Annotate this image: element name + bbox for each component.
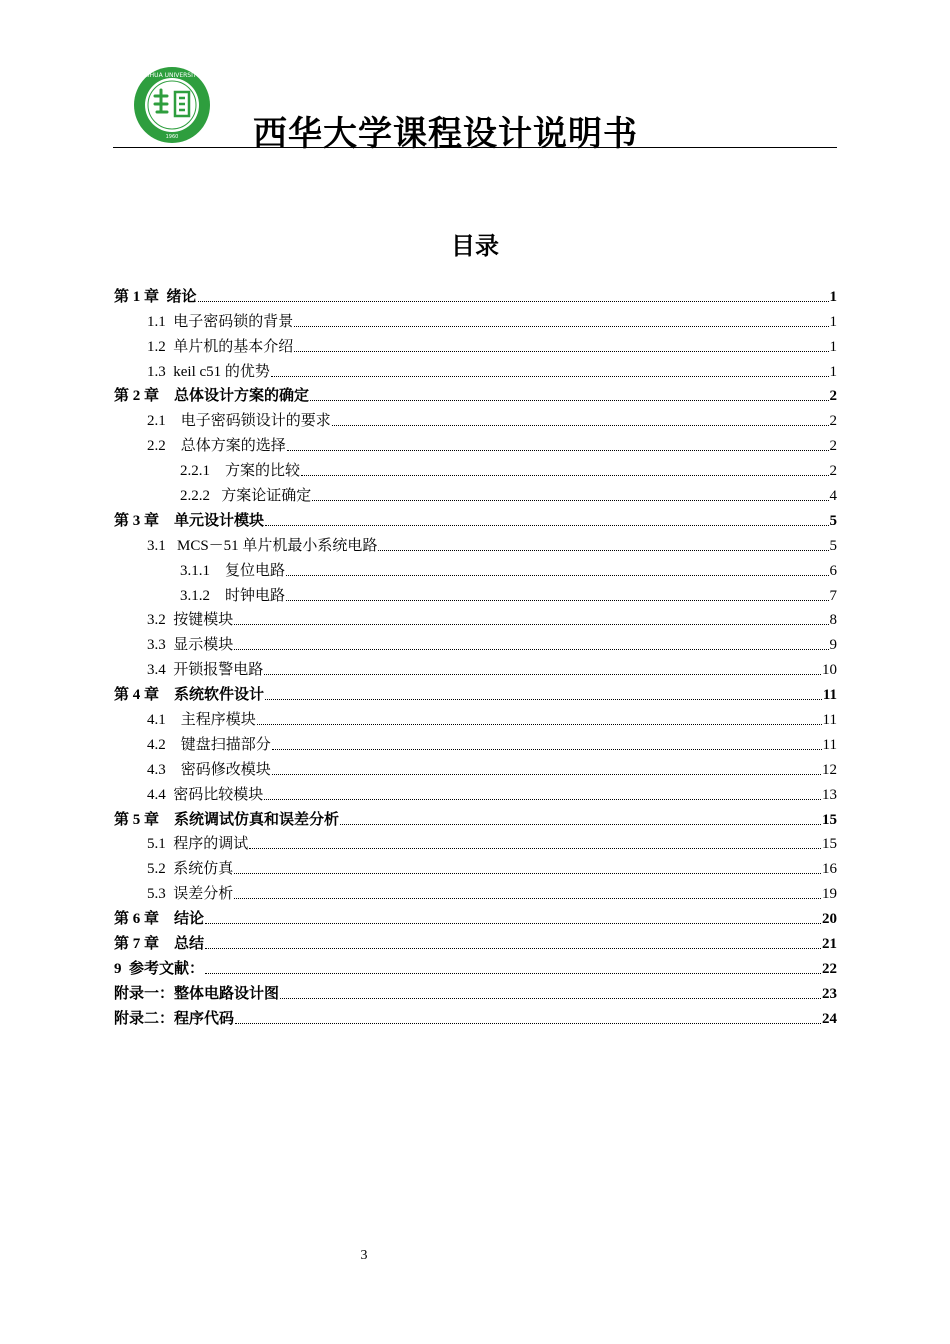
toc-entry-page: 16: [822, 861, 837, 878]
toc-dot-leader: [294, 351, 828, 352]
toc-entry-label: 2.2 总体方案的选择: [147, 438, 286, 455]
toc-entry-label: 4.3 密码修改模块: [147, 761, 271, 778]
toc-entry[interactable]: [114, 928, 837, 953]
toc-entry-page: 9: [829, 637, 837, 654]
toc-entry[interactable]: [114, 455, 837, 480]
toc-entry-label: 4.4 密码比较模块: [147, 786, 264, 803]
toc-entry-page: 15: [822, 811, 837, 828]
svg-text:XIHUA UNIVERSITY: XIHUA UNIVERSITY: [143, 72, 201, 79]
toc-dot-leader: [205, 973, 821, 974]
toc-entry-label: 5.3 误差分析: [147, 886, 234, 903]
toc-entry-label: 第 7 章 总结: [114, 936, 205, 953]
toc-entry-label: 4.1 主程序模块: [147, 712, 256, 729]
toc-entry-label: 9 参考文献：: [114, 960, 205, 977]
toc-entry-label: 附录二：程序代码: [114, 1010, 235, 1027]
toc-dot-leader: [264, 674, 821, 675]
toc-dot-leader: [271, 376, 829, 377]
toc-entry-label: 附录一：整体电路设计图: [114, 985, 280, 1002]
toc-entry-page: 15: [822, 836, 837, 853]
toc-entry-label: 1.1 电子密码锁的背景: [147, 313, 294, 330]
toc-dot-leader: [265, 699, 822, 700]
table-of-contents: [114, 281, 837, 1028]
toc-entry-label: 3.1.1 复位电路: [180, 562, 286, 579]
toc-entry-label: 第 5 章 系统调试仿真和误差分析: [114, 811, 340, 828]
page-header: [113, 62, 837, 154]
toc-entry[interactable]: [114, 729, 837, 754]
toc-entry-page: 4: [829, 488, 837, 505]
toc-entry[interactable]: [114, 903, 837, 928]
toc-heading: 目录: [451, 232, 499, 260]
toc-entry[interactable]: [114, 430, 837, 455]
toc-entry-page: 1: [829, 363, 837, 380]
toc-entry-page: 1: [829, 338, 837, 355]
toc-entry-page: 24: [822, 1010, 837, 1027]
toc-dot-leader: [378, 550, 828, 551]
toc-entry[interactable]: [114, 953, 837, 978]
toc-dot-leader: [257, 724, 822, 725]
toc-entry[interactable]: [114, 381, 837, 406]
toc-entry[interactable]: [114, 878, 837, 903]
svg-text:1960: 1960: [165, 134, 179, 140]
toc-entry-label: 第 3 章 单元设计模块: [114, 512, 265, 529]
toc-entry-label: 3.2 按键模块: [147, 612, 234, 629]
toc-entry[interactable]: [114, 580, 837, 605]
toc-entry[interactable]: [114, 754, 837, 779]
toc-entry[interactable]: [114, 331, 837, 356]
toc-entry[interactable]: [114, 1003, 837, 1028]
document-header-title: 西华大学课程设计说明书: [253, 114, 638, 154]
toc-entry-page: 11: [822, 712, 837, 729]
toc-entry-page: 2: [829, 413, 837, 430]
toc-entry-label: 第 6 章 结论: [114, 911, 205, 928]
toc-dot-leader: [310, 400, 828, 401]
toc-entry[interactable]: [114, 356, 837, 381]
toc-entry[interactable]: [114, 605, 837, 630]
toc-dot-leader: [272, 749, 822, 750]
toc-dot-leader: [205, 948, 821, 949]
toc-entry-page: 6: [829, 562, 837, 579]
toc-dot-leader: [234, 873, 821, 874]
toc-entry[interactable]: [114, 679, 837, 704]
toc-entry[interactable]: [114, 978, 837, 1003]
toc-entry-label: 第 2 章 总体设计方案的确定: [114, 388, 310, 405]
toc-entry-page: 21: [822, 936, 837, 953]
toc-dot-leader: [249, 848, 821, 849]
toc-dot-leader: [332, 425, 829, 426]
toc-entry-label: 3.4 开锁报警电路: [147, 662, 264, 679]
university-logo: [133, 66, 211, 144]
toc-entry[interactable]: [114, 555, 837, 580]
toc-entry-page: 2: [829, 388, 837, 405]
toc-dot-leader: [265, 525, 828, 526]
toc-entry-label: 第 1 章 绪论: [114, 288, 197, 305]
toc-entry[interactable]: [114, 779, 837, 804]
toc-entry-page: 8: [829, 612, 837, 629]
toc-entry-page: 5: [829, 512, 837, 529]
toc-entry-page: 20: [822, 911, 837, 928]
toc-entry-label: 4.2 键盘扫描部分: [147, 736, 271, 753]
toc-entry-page: 13: [822, 786, 837, 803]
toc-entry[interactable]: [114, 829, 837, 854]
toc-entry-page: 22: [822, 960, 837, 977]
toc-dot-leader: [280, 998, 821, 999]
page-number: 3: [360, 1248, 368, 1263]
toc-entry-page: 19: [822, 886, 837, 903]
toc-dot-leader: [234, 898, 821, 899]
toc-dot-leader: [272, 774, 821, 775]
toc-entry[interactable]: [114, 530, 837, 555]
toc-entry-page: 12: [822, 761, 837, 778]
toc-entry-page: 2: [829, 463, 837, 480]
toc-dot-leader: [301, 475, 828, 476]
toc-entry-page: 2: [829, 438, 837, 455]
toc-dot-leader: [287, 450, 829, 451]
toc-entry[interactable]: [114, 804, 837, 829]
toc-entry-label: 1.2 单片机的基本介绍: [147, 338, 294, 355]
toc-dot-leader: [340, 824, 821, 825]
toc-entry[interactable]: [114, 505, 837, 530]
toc-entry[interactable]: [114, 853, 837, 878]
toc-entry-label: 5.1 程序的调试: [147, 836, 249, 853]
toc-entry-page: 1: [829, 313, 837, 330]
toc-entry[interactable]: [114, 654, 837, 679]
toc-entry-label: 第 4 章 系统软件设计: [114, 687, 265, 704]
toc-entry-page: 1: [829, 288, 837, 305]
toc-dot-leader: [205, 923, 821, 924]
toc-entry[interactable]: [114, 629, 837, 654]
toc-entry[interactable]: [114, 704, 837, 729]
toc-entry[interactable]: [114, 306, 837, 331]
toc-dot-leader: [234, 624, 828, 625]
toc-dot-leader: [286, 575, 828, 576]
toc-dot-leader: [234, 649, 828, 650]
toc-entry-label: 3.1 MCS－51 单片机最小系统电路: [147, 537, 378, 554]
toc-entry-page: 11: [822, 736, 837, 753]
toc-entry[interactable]: [114, 480, 837, 505]
toc-entry-page: 10: [822, 662, 837, 679]
toc-entry-page: 7: [829, 587, 837, 604]
toc-entry-label: 3.3 显示模块: [147, 637, 234, 654]
toc-dot-leader: [286, 600, 828, 601]
toc-dot-leader: [198, 301, 829, 302]
toc-dot-leader: [264, 799, 821, 800]
toc-entry-page: 5: [829, 537, 837, 554]
toc-dot-leader: [312, 500, 828, 501]
toc-dot-leader: [294, 326, 828, 327]
toc-dot-leader: [235, 1023, 821, 1024]
toc-entry[interactable]: [114, 281, 837, 306]
toc-entry-label: 2.2.2 方案论证确定: [180, 488, 312, 505]
toc-entry-label: 3.1.2 时钟电路: [180, 587, 286, 604]
toc-entry-label: 5.2 系统仿真: [147, 861, 234, 878]
toc-entry-label: 2.2.1 方案的比较: [180, 463, 301, 480]
toc-entry-label: 1.3 keil c51 的优势: [147, 363, 270, 380]
header-divider: [113, 147, 837, 148]
toc-entry-page: 11: [822, 687, 837, 704]
toc-entry[interactable]: [114, 405, 837, 430]
toc-entry-page: 23: [822, 985, 837, 1002]
toc-entry-label: 2.1 电子密码锁设计的要求: [147, 413, 331, 430]
